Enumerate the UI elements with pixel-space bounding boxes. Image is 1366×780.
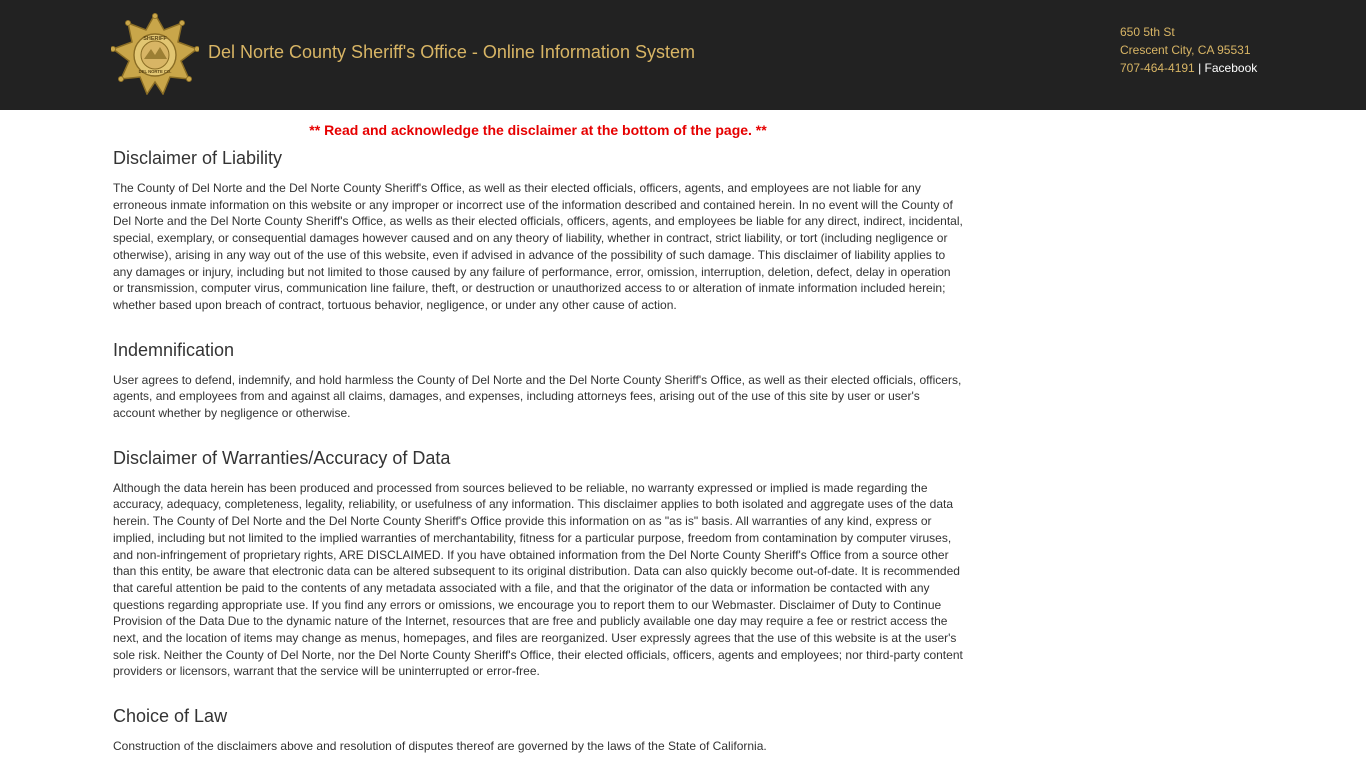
disclaimer-content <box>113 118 963 780</box>
site-header <box>0 0 1366 110</box>
phone-number[interactable]: 707-464-4191 <box>1120 61 1195 75</box>
address-line2: Crescent City, CA 95531 <box>1120 43 1251 57</box>
contact-info <box>1120 23 1257 77</box>
site-title: Del Norte County Sheriff's Office - Online Information System <box>208 42 695 62</box>
section-heading-warranties: Disclaimer of Warranties/Accuracy of Data <box>113 447 451 468</box>
separator: | <box>1198 61 1202 75</box>
section-heading-liability: Disclaimer of Liability <box>113 148 283 168</box>
logo-text-bottom: DEL NORTE CO. <box>138 69 172 74</box>
section-heading-indemnification: Indemnification <box>113 339 235 360</box>
section-body-choice-of-law: Construction of the disclaimers above and resolution of disputes thereof are governed by the laws of the State of California. <box>113 739 767 754</box>
facebook-link[interactable]: Facebook <box>1204 61 1258 75</box>
sheriff-star-badge-icon[interactable] <box>111 13 199 95</box>
section-body-indemnification: User agrees to defend, indemnify, and hold harmless the County of Del Norte and the Del Norte County Sheriff's Office, as well as their elected officials, officers, agents, and employees from and against all claims, damages, and expenses, including attorneys fees, arising out of the use of this site by user or user's account whether by negligence or otherwise. <box>113 372 962 421</box>
logo-text-top: SHERIFF <box>143 36 167 42</box>
section-body-warranties: Although the data herein has been produced and processed from sources believed to be reliable, no warranty expressed or implied is made regarding the accuracy, adequacy, completeness, legality, reliability, or usefulness of any information. This disclaimer applies to both isolated and aggregate uses of the data herein. The County of Del Norte and the Del Norte County Sheriff's Office provide this information on as "as is" basis. All warranties of any kind, express or implied, including but not limited to the implied warranties of merchantability, fitness for a particular purpose, freedom from contamination by computer viruses, and non-infringement of proprietary rights, ARE DISCLAIMED. If you have obtained information from the Del Norte County Sheriff's Office from a source other than this entity, be aware that electronic data can be altered subsequent to its original distribution. Data can also quickly become out-of-date. It is recommended that careful attention be paid to the contents of any metadata associated with a file, and that the originator of the data or information be contacted with any questions regarding appropriate use. If you find any errors or omissions, we encourage you to report them to our Webmaster. Disclaimer of Duty to Continue Provision of the Data Due to the dynamic nature of the Internet, resources that are free and publicly available one day may require a fee or restrict access the next, and the location of items may change as menus, homepages, and files are reorganized. User expressly agrees that the use of this website is at the user's sole risk. Neither the County of Del Norte, nor the Del Norte County Sheriff's Office, their elected officials, officers, agents and employees; nor third-party content providers or licensors, warrant that the service will be uninterrupted or error-free. <box>113 480 963 679</box>
phone-line <box>1120 59 1257 77</box>
acknowledge-notice: ** Read and acknowledge the disclaimer at the bottom of the page. ** <box>309 122 767 138</box>
section-body-liability: The County of Del Norte and the Del Norte County Sheriff's Office, as well as their elected officials, officers, agents, and employees are not liable for any erroneous inmate information on this website or any improper or incorrect use of the information described and contained herein. In no event will the County of Del Norte and the Del Norte County Sheriff's Office, as wells as their elected officials, officers, agents, and employees be liable for any direct, indirect, incidental, special, exemplary, or consequential damages however caused and on any theory of liability, whether in contract, strict liability, or tort (including negligence or otherwise), arising in any way out of the use of this website, even if advised in advance of the possibility of such damage. This disclaimer of liability applies to any damages or injury, including but not limited to those caused by any failure of performance, error, omission, interruption, deletion, defect, delay in operation or transmission, computer virus, communication line failure, theft, or destruction or unauthorized access to or alteration of inmate information included herein; whether based upon breach of contract, tortuous behavior, negligence, or under any other cause of action. <box>113 181 963 312</box>
address-line1: 650 5th St <box>1120 25 1175 39</box>
section-heading-choice-of-law: Choice of Law <box>113 706 228 727</box>
